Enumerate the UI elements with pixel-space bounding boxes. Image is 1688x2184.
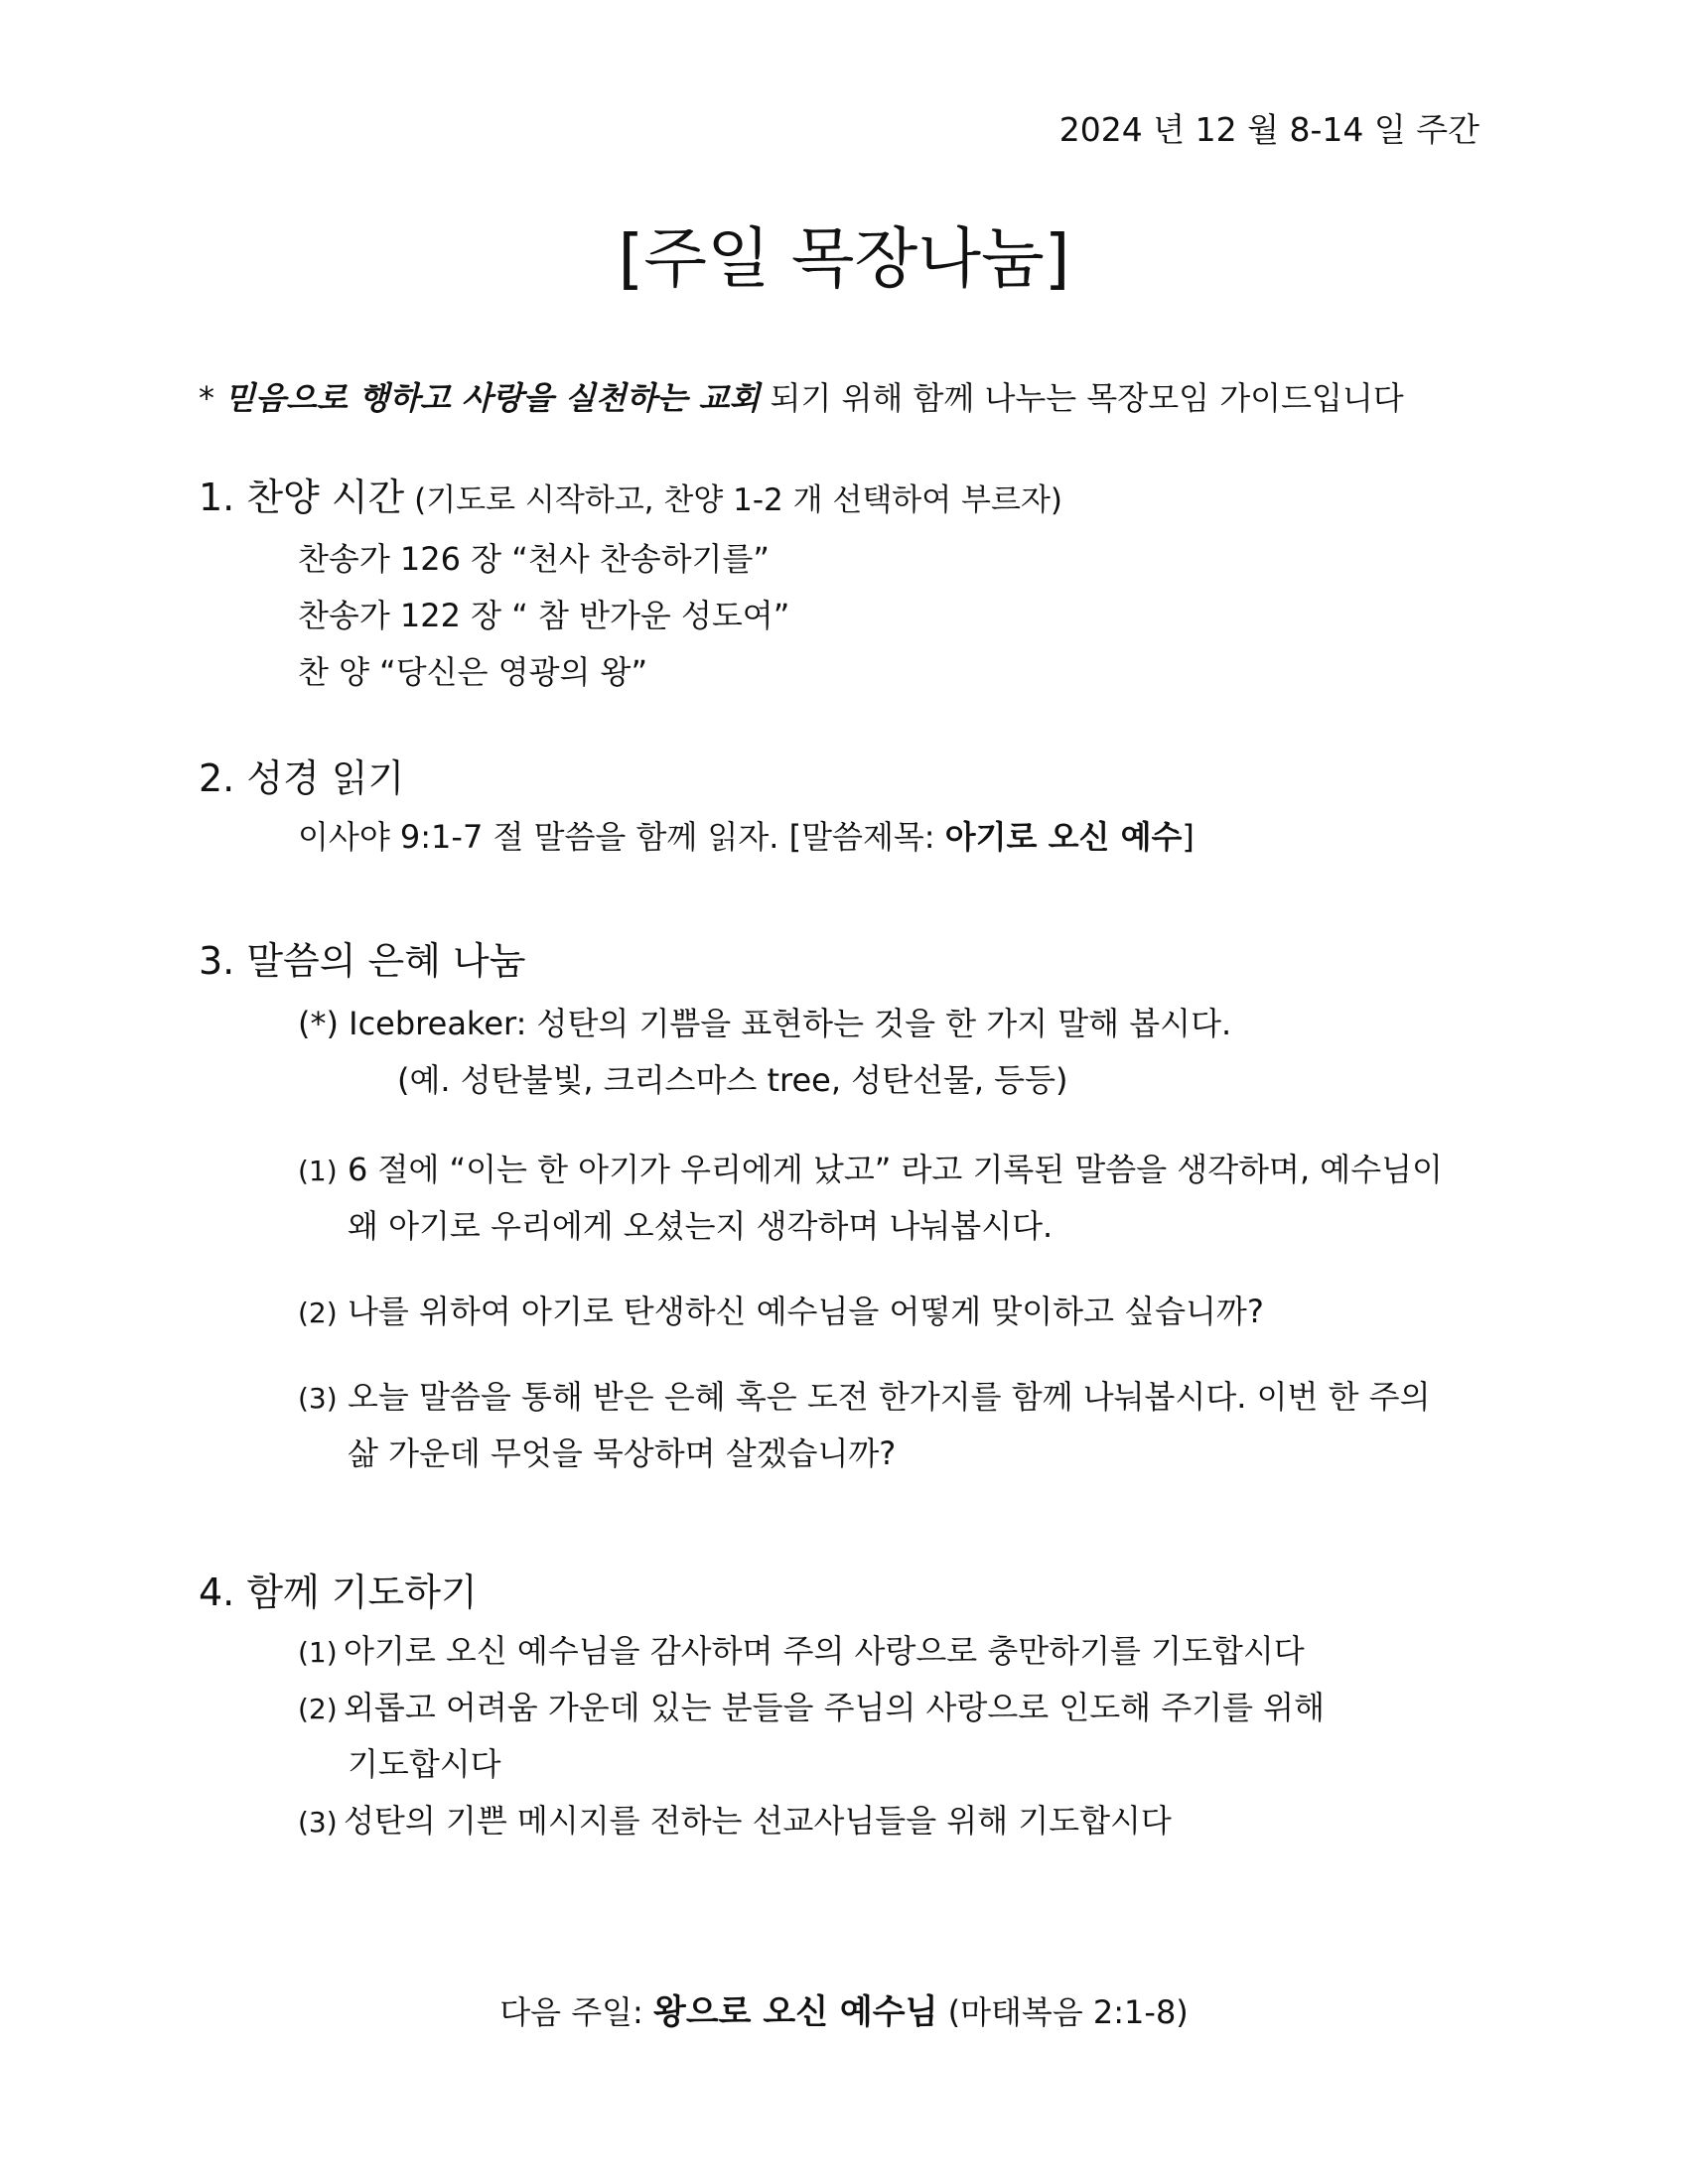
prayer-3-text: 성탄의 기쁜 메시지를 전하는 선교사님들을 위해 기도합시다 [344,1802,1172,1840]
prayer-1-number: (1) [298,1636,338,1669]
intro-text: 되기 위해 함께 나누는 목장모임 가이드입니다 [760,379,1404,417]
next-week-reference: (마태복음 2:1-8) [937,1993,1189,2031]
icebreaker-example: (예. 성탄불빛, 크리스마스 tree, 성탄선물, 등등) [397,1061,1068,1099]
question-1 [298,1147,1443,1194]
section-4-heading: 4. 함께 기도하기 [199,1570,478,1614]
question-3 [298,1374,1431,1422]
prayer-2 [298,1685,1325,1732]
question-2 [298,1289,1264,1336]
bible-reading-suffix: ] [1182,818,1195,856]
prayer-2-cont: 기도합시다 [348,1745,501,1783]
section-2-heading: 2. 성경 읽기 [199,756,405,800]
question-2-text: 나를 위하여 아기로 탄생하신 예수님을 어떻게 맞이하고 싶습니까? [348,1293,1264,1330]
hymn-2: 찬송가 122 장 “ 참 반가운 성도여” [298,597,790,634]
prayer-2-number: (2) [298,1693,338,1725]
week-label: 2024 년 12 월 8-14 일 주간 [1058,110,1479,149]
icebreaker: (*) Icebreaker: 성탄의 기쁨을 표현하는 것을 한 가지 말해 봅시다. [298,1005,1232,1042]
section-1-note: (기도로 시작하고, 찬양 1-2 개 선택하여 부르자) [404,482,1062,518]
bible-reading [298,814,1195,860]
next-week-line [0,1989,1688,2035]
prayer-3-number: (3) [298,1806,338,1839]
prayer-1-text: 아기로 오신 예수님을 감사하며 주의 사랑으로 충만하기를 기도합시다 [344,1632,1305,1670]
section-3-heading: 3. 말씀의 은혜 나눔 [199,939,526,983]
intro-line [199,375,1404,421]
prayer-3 [298,1798,1172,1845]
section-1-heading [199,472,1062,526]
prayer-2-text: 외롭고 어려움 가운데 있는 분들을 주님의 사랑으로 인도해 주기를 위해 [344,1689,1325,1726]
bible-reading-prefix: 이사야 9:1-7 절 말씀을 함께 읽자. [말씀제목: [298,818,945,856]
prayer-1 [298,1628,1305,1676]
intro-emphasis: 믿음으로 행하고 사랑을 실천하는 교회 [224,379,761,417]
page-title: [주일 목장나눔] [618,220,1070,297]
next-week-title: 왕으로 오신 예수님 [652,1992,938,2032]
question-3-text: 오늘 말씀을 통해 받은 은혜 혹은 도전 한가지를 함께 나눠봅시다. 이번 한 주의 [348,1378,1431,1416]
question-1-text: 6 절에 “이는 한 아기가 우리에게 났고” 라고 기록된 말씀을 생각하며, 예수님이 [348,1151,1443,1188]
question-3-number: (3) [298,1382,338,1415]
sermon-title: 아기로 오신 예수 [944,818,1183,856]
next-week-prefix: 다음 주일: [499,1993,653,2031]
hymn-1: 찬송가 126 장 “천사 찬송하기를” [298,540,770,578]
question-3-cont: 삶 가운데 무엇을 묵상하며 살겠습니까? [348,1434,897,1472]
section-1-title: 1. 찬양 시간 [199,476,405,519]
question-1-number: (1) [298,1155,338,1187]
praise-song: 찬 양 “당신은 영광의 왕” [298,653,648,691]
question-1-cont: 왜 아기로 우리에게 오셨는지 생각하며 나눠봅시다. [348,1207,1054,1245]
intro-star: * [199,379,214,417]
question-2-number: (2) [298,1297,338,1329]
